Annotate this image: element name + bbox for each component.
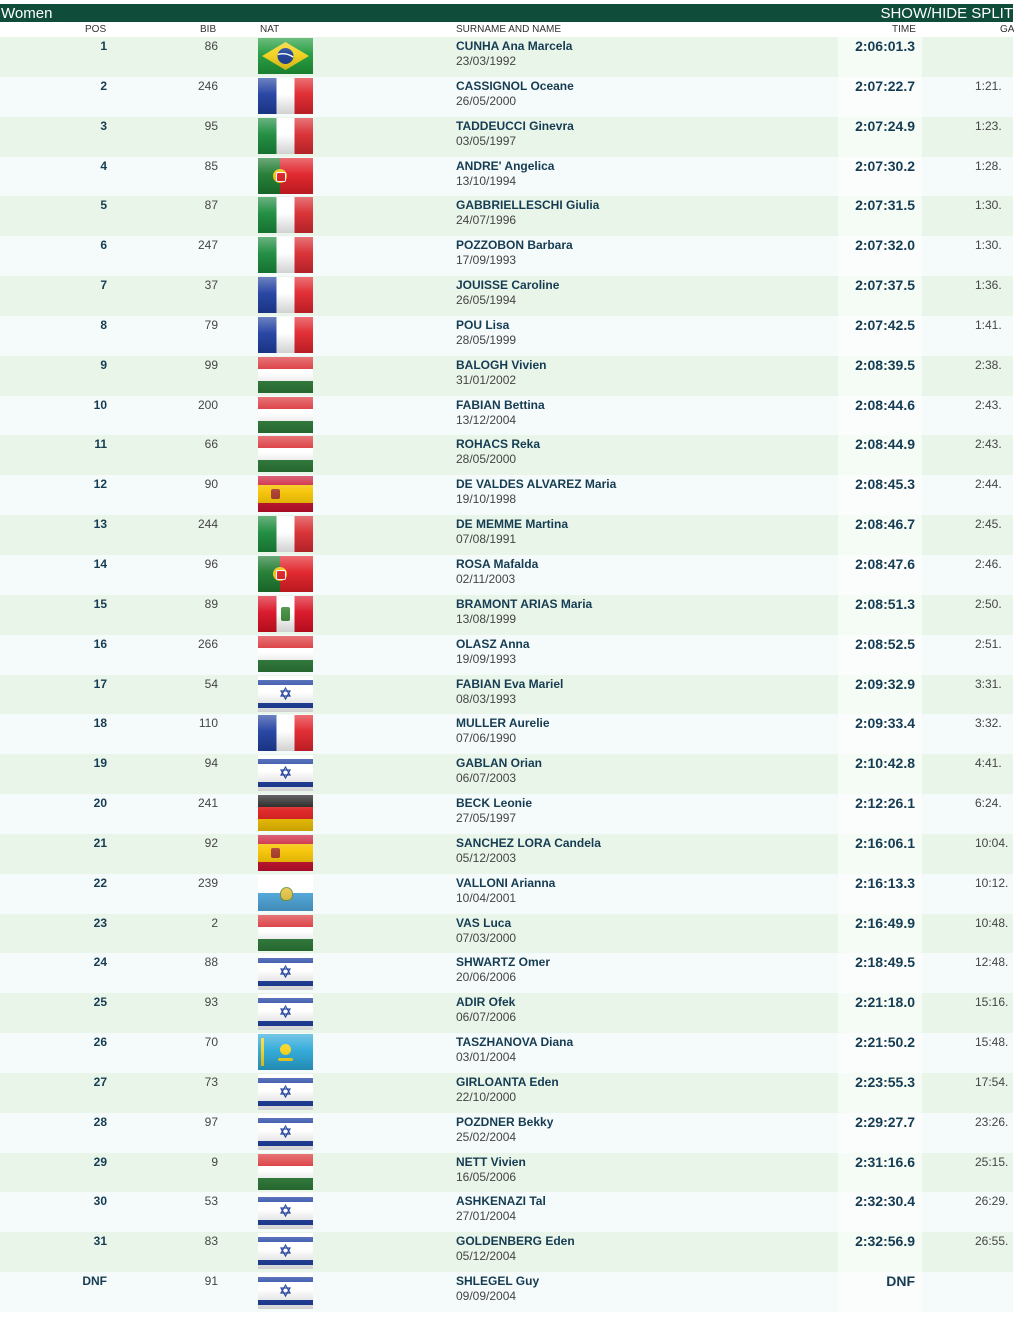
bib-number: 37 [204,278,218,293]
bib-number: 99 [204,357,218,372]
athlete-name: SHLEGEL Guy [456,1274,540,1289]
finish-time: 2:12:26.1 [855,795,915,812]
athlete-name: NETT Vivien [456,1154,526,1169]
spain-flag-icon [258,476,313,512]
table-row[interactable] [0,675,1013,715]
col-header-name: SURNAME AND NAME [456,24,562,35]
table-row[interactable] [0,396,1013,436]
birth-date: 02/11/2003 [456,571,516,586]
athlete-name: GABLAN Orian [456,756,543,771]
gap-time: 17:54. [975,1074,1009,1089]
italy-flag-icon [258,516,313,552]
athlete-name: BALOGH Vivien [456,357,547,372]
athlete-name: DE MEMME Martina [456,517,569,532]
bib-number: 244 [197,517,218,532]
birth-date: 06/07/2003 [456,771,517,786]
table-row[interactable] [0,236,1013,276]
position: 17 [93,676,107,691]
table-row[interactable] [0,1073,1013,1113]
france-flag-icon [258,715,313,751]
table-row[interactable] [0,914,1013,954]
position: 25 [93,995,107,1010]
bib-number: 70 [204,1035,218,1050]
hungary-flag-icon [258,397,313,433]
position: 3 [100,118,107,133]
israel-flag-icon [258,755,313,791]
athlete-name: ROSA Mafalda [456,556,539,571]
birth-date: 19/10/1998 [456,492,517,507]
finish-time: 2:08:52.5 [855,635,915,652]
table-row[interactable] [0,1272,1013,1312]
bib-number: 266 [197,636,218,651]
gap-time: 6:24. [975,796,1002,811]
bib-number: 246 [197,78,218,93]
table-row[interactable] [0,196,1013,236]
table-row[interactable] [0,157,1013,197]
table-row[interactable] [0,794,1013,834]
table-row[interactable] [0,1033,1013,1073]
athlete-name: POZZOBON Barbara [456,238,573,253]
gap-time: 1:23. [975,118,1002,133]
column-headers [0,23,1013,37]
israel-flag-icon [258,954,313,990]
peru-flag-icon [258,596,313,632]
gap-time: 26:55. [975,1234,1009,1249]
birth-date: 07/08/1991 [456,532,517,547]
birth-date: 05/12/2004 [456,1249,517,1264]
france-flag-icon [258,317,313,353]
gap-time: 2:45. [975,517,1002,532]
athlete-name: BRAMONT ARIAS Maria [456,596,593,611]
position: 22 [93,875,107,890]
position: 10 [93,397,107,412]
birth-date: 16/05/2006 [456,1169,517,1184]
israel-flag-icon [258,1193,313,1229]
italy-flag-icon [258,118,313,154]
finish-time: 2:08:47.6 [855,555,915,572]
position: 26 [93,1035,107,1050]
finish-time: 2:21:50.2 [855,1034,915,1051]
birth-date: 17/09/1993 [456,253,517,268]
gap-time: 10:04. [975,835,1009,850]
gap-time: 2:43. [975,397,1002,412]
athlete-name: DE VALDES ALVAREZ Maria [456,477,617,492]
position: 16 [93,636,107,651]
birth-date: 10/04/2001 [456,890,517,905]
hungary-flag-icon [258,915,313,951]
bib-number: 110 [198,716,218,731]
position: 28 [93,1114,107,1129]
athlete-name: SHWARTZ Omer [456,955,551,970]
table-row[interactable] [0,316,1013,356]
israel-flag-icon [258,1233,313,1269]
col-header-nat: NAT [260,24,280,35]
position: 13 [93,517,107,532]
gap-time: 10:12. [975,875,1009,890]
col-header-pos: POS [85,24,107,35]
athlete-name: FABIAN Eva Mariel [456,676,564,691]
bib-number: 200 [197,397,218,412]
bib-number: 53 [204,1194,218,1209]
bib-number: 91 [204,1274,218,1289]
birth-date: 28/05/2000 [456,452,517,467]
table-row[interactable] [0,435,1013,475]
finish-time: 2:32:30.4 [855,1193,915,1210]
position: 8 [100,317,107,332]
table-row[interactable] [0,1153,1013,1193]
position: 2 [100,78,107,93]
gap-time: 23:26. [975,1114,1009,1129]
birth-date: 22/10/2000 [456,1089,517,1104]
bib-number: 247 [197,238,218,253]
athlete-name: POU Lisa [456,317,510,332]
table-row[interactable] [0,117,1013,157]
birth-date: 05/12/2003 [456,850,517,865]
bib-number: 97 [204,1114,218,1129]
table-row[interactable] [0,1232,1013,1272]
gap-time: 1:21. [975,78,1002,93]
athlete-name: TASZHANOVA Diana [456,1035,574,1050]
bib-number: 83 [204,1234,218,1249]
gap-time: 12:48. [975,955,1009,970]
san-marino-flag-icon [258,875,313,911]
position: 4 [100,158,107,173]
bib-number: 88 [204,955,218,970]
birth-date: 13/10/1994 [456,173,517,188]
portugal-flag-icon [258,158,313,194]
gap-time: 2:51. [975,636,1002,651]
finish-time: 2:08:46.7 [855,516,915,533]
birth-date: 19/09/1993 [456,651,517,666]
position: 12 [93,477,107,492]
finish-time: 2:31:16.6 [855,1153,915,1170]
position: 23 [93,915,107,930]
gap-time: 2:43. [975,437,1002,452]
results-header-bar [0,4,1013,22]
table-row[interactable] [0,1113,1013,1153]
position: 9 [100,357,107,372]
category-title: Women [1,5,53,22]
finish-time: 2:08:39.5 [855,356,915,373]
position: 6 [100,238,107,253]
table-row[interactable] [0,635,1013,675]
gap-time: 15:16. [975,995,1009,1010]
birth-date: 03/05/1997 [456,133,517,148]
gap-time: 15:48. [975,1035,1009,1050]
kazakhstan-flag-icon [258,1034,313,1070]
finish-time: DNF [886,1273,915,1290]
birth-date: 13/12/2004 [456,412,517,427]
bib-number: 66 [204,437,218,452]
hungary-flag-icon [258,636,313,672]
bib-number: 93 [204,995,218,1010]
table-row[interactable] [0,714,1013,754]
bib-number: 90 [204,477,218,492]
position: 31 [93,1234,107,1249]
birth-date: 07/03/2000 [456,930,517,945]
gap-time: 2:46. [975,556,1002,571]
position: 24 [93,955,107,970]
finish-time: 2:08:44.6 [855,396,915,413]
birth-date: 26/05/1994 [456,293,517,308]
bib-number: 86 [204,39,218,53]
table-row[interactable] [0,37,1013,77]
finish-time: 2:07:32.0 [855,237,915,254]
finish-time: 2:08:51.3 [855,595,915,612]
table-row[interactable] [0,276,1013,316]
athlete-name: SANCHEZ LORA Candela [456,835,601,850]
germany-flag-icon [258,795,313,831]
athlete-name: BECK Leonie [456,796,533,811]
athlete-name: OLASZ Anna [456,636,530,651]
brazil-flag-icon [258,38,313,74]
gap-time: 26:29. [975,1194,1009,1209]
gap-time: 1:41. [975,317,1002,332]
hungary-flag-icon [258,436,313,472]
finish-time: 2:21:18.0 [855,994,915,1011]
birth-date: 27/01/2004 [456,1209,517,1224]
col-header-time: TIME [892,24,916,35]
table-row[interactable] [0,475,1013,515]
hungary-flag-icon [258,1154,313,1190]
finish-time: 2:16:49.9 [855,914,915,931]
athlete-name: TADDEUCCI Ginevra [456,118,574,133]
position: 29 [93,1154,107,1169]
finish-time: 2:07:22.7 [855,77,915,94]
finish-time: 2:16:06.1 [855,834,915,851]
position: 20 [93,796,107,811]
birth-date: 27/05/1997 [456,811,517,826]
table-row[interactable] [0,515,1013,555]
athlete-name: GIRLOANTA Eden [456,1074,559,1089]
athlete-name: FABIAN Bettina [456,397,545,412]
france-flag-icon [258,277,313,313]
gap-time: 1:30. [975,238,1002,253]
gap-time: 1:28. [975,158,1002,173]
bib-number: 85 [204,158,218,173]
birth-date: 13/08/1999 [456,611,517,626]
bib-number: 54 [204,676,218,691]
gap-time: 1:30. [975,198,1002,213]
bib-number: 95 [204,118,218,133]
finish-time: 2:09:33.4 [855,715,915,732]
position: 15 [93,596,107,611]
finish-time: 2:10:42.8 [855,755,915,772]
athlete-name: ROHACS Reka [456,437,541,452]
athlete-name: ADIR Ofek [456,995,516,1010]
finish-time: 2:07:24.9 [855,117,915,134]
position: 11 [94,437,107,452]
athlete-name: VALLONI Arianna [456,875,556,890]
gap-time: 10:48. [975,915,1009,930]
col-header-bib: BIB [200,24,217,35]
athlete-name: ANDRE' Angelica [456,158,555,173]
finish-time: 2:07:37.5 [855,277,915,294]
gap-time: 2:50. [975,596,1002,611]
gap-time: 25:15. [975,1154,1009,1169]
birth-date: 24/07/1996 [456,213,517,228]
gap-time: 3:31. [975,676,1002,691]
athlete-name: POZDNER Bekky [456,1114,554,1129]
israel-flag-icon [258,1074,313,1110]
gap-time: 2:38. [975,357,1002,372]
bib-number: 94 [204,756,218,771]
table-row[interactable] [0,77,1013,117]
finish-time: 2:07:42.5 [855,316,915,333]
finish-time: 2:08:45.3 [855,476,915,493]
table-row[interactable] [0,993,1013,1033]
birth-date: 20/06/2006 [456,970,517,985]
table-row[interactable] [0,356,1013,396]
athlete-name: ASHKENAZI Tal [456,1194,546,1209]
table-row[interactable] [0,874,1013,914]
bib-number: 241 [197,796,218,811]
position: 27 [93,1074,107,1089]
bib-number: 87 [204,198,218,213]
gap-time: 3:32. [975,716,1002,731]
table-row[interactable] [0,555,1013,595]
spain-flag-icon [258,835,313,871]
bib-number: 73 [204,1074,218,1089]
finish-time: 2:23:55.3 [855,1073,915,1090]
position: 30 [93,1194,107,1209]
athlete-name: VAS Luca [456,915,512,930]
birth-date: 08/03/1993 [456,691,517,706]
italy-flag-icon [258,237,313,273]
birth-date: 25/02/2004 [456,1129,517,1144]
position: 5 [100,198,107,213]
birth-date: 23/03/1992 [456,54,517,68]
finish-time: 2:06:01.3 [855,38,915,54]
bib-number: 89 [204,596,218,611]
table-row[interactable] [0,754,1013,794]
position: 18 [93,716,107,731]
finish-time: 2:16:13.3 [855,874,915,891]
birth-date: 03/01/2004 [456,1050,517,1065]
bib-number: 79 [204,317,218,332]
bib-number: 92 [204,835,218,850]
bib-number: 96 [204,556,218,571]
position: 14 [93,556,107,571]
athlete-name: CUNHA Ana Marcela [456,39,573,53]
table-row[interactable] [0,595,1013,635]
gap-time: 4:41. [975,756,1002,771]
finish-time: 2:29:27.7 [855,1113,915,1130]
col-header-gap: GA [1000,24,1014,35]
table-row[interactable] [0,953,1013,993]
birth-date: 28/05/1999 [456,332,517,347]
finish-time: 2:18:49.5 [855,954,915,971]
portugal-flag-icon [258,556,313,592]
athlete-name: CASSIGNOL Oceane [456,78,574,93]
athlete-name: GABBRIELLESCHI Giulia [456,198,600,213]
finish-time: 2:09:32.9 [855,675,915,692]
table-row[interactable] [0,1192,1013,1232]
hungary-flag-icon [258,357,313,393]
bib-number: 2 [211,915,218,930]
birth-date: 06/07/2006 [456,1010,517,1025]
show-hide-split-toggle[interactable]: SHOW/HIDE SPLIT [880,5,1013,22]
israel-flag-icon [258,1273,313,1309]
birth-date: 26/05/2000 [456,93,517,108]
table-row[interactable] [0,834,1013,874]
position: 21 [93,835,107,850]
athlete-name: GOLDENBERG Eden [456,1234,575,1249]
athlete-name: JOUISSE Caroline [456,278,560,293]
birth-date: 07/06/1990 [456,731,517,746]
position: DNF [82,1274,107,1289]
results-table [0,37,1013,1312]
birth-date: 31/01/2002 [456,372,517,387]
position: 7 [100,278,107,293]
finish-time: 2:07:31.5 [855,197,915,214]
france-flag-icon [258,78,313,114]
position: 19 [93,756,107,771]
bib-number: 239 [197,875,218,890]
gap-time: 1:36. [975,278,1002,293]
israel-flag-icon [258,1114,313,1150]
israel-flag-icon [258,676,313,712]
athlete-name: MULLER Aurelie [456,716,550,731]
finish-time: 2:32:56.9 [855,1233,915,1250]
finish-time: 2:08:44.9 [855,436,915,453]
israel-flag-icon [258,994,313,1030]
finish-time: 2:07:30.2 [855,157,915,174]
birth-date: 09/09/2004 [456,1289,517,1304]
position: 1 [100,39,107,53]
bib-number: 9 [211,1154,218,1169]
italy-flag-icon [258,197,313,233]
gap-time: 2:44. [975,477,1002,492]
